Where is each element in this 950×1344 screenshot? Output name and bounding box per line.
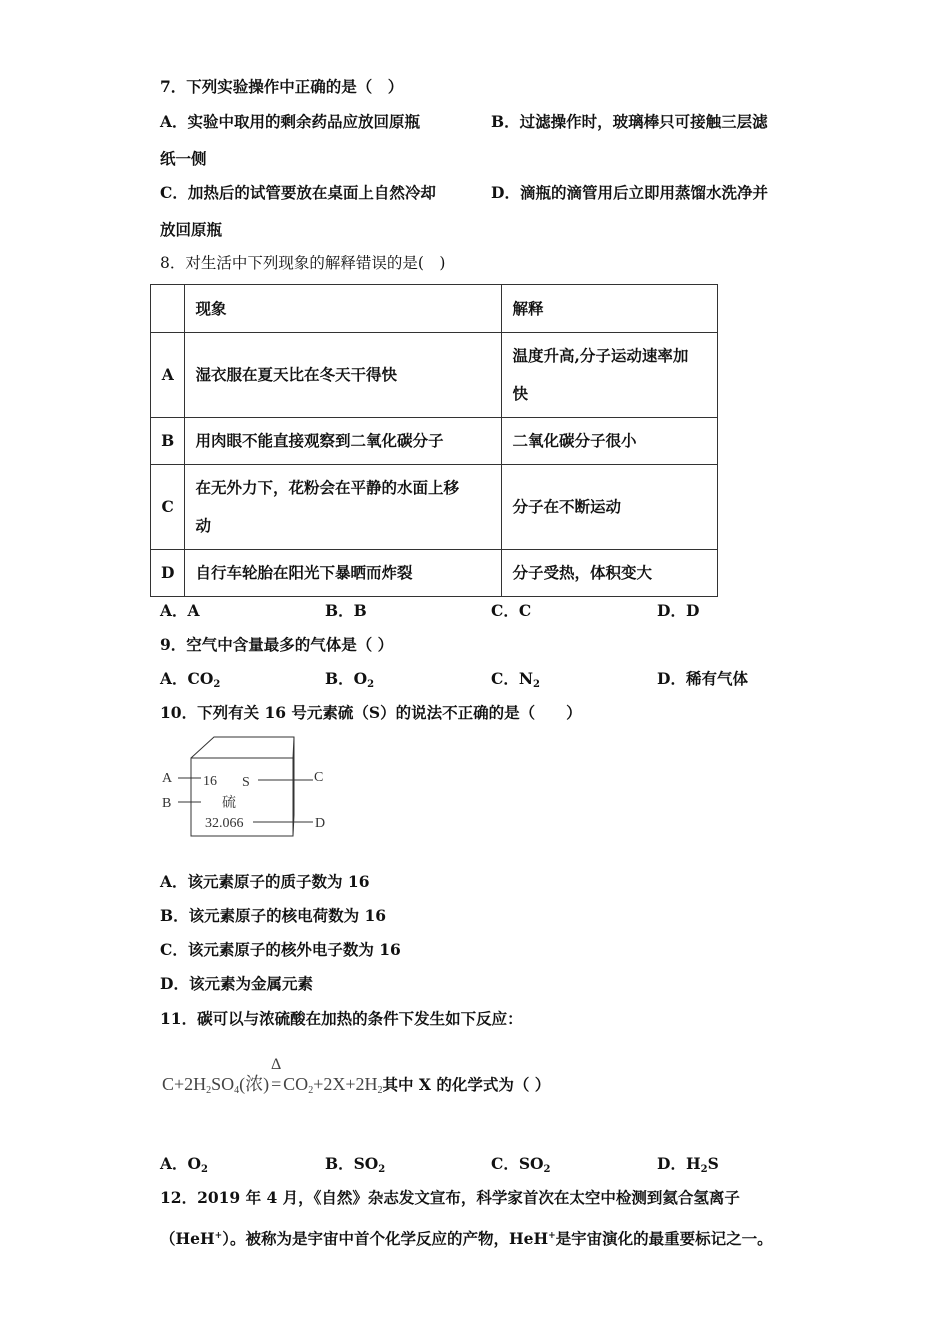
q10-option-c: C．该元素原子的核外电子数为 16 bbox=[160, 940, 401, 959]
table-key: D bbox=[151, 550, 185, 597]
q9-option-b: B．$O_2$ bbox=[325, 669, 375, 690]
table-key: C bbox=[151, 465, 185, 550]
label-d: D bbox=[315, 816, 326, 831]
table-row bbox=[151, 333, 718, 418]
q10-option-a: A．该元素原子的质子数为 16 bbox=[160, 872, 370, 891]
label-a: A bbox=[162, 771, 173, 786]
q8-option-b: B．B bbox=[325, 601, 367, 620]
table-key: B bbox=[151, 418, 185, 465]
q7-option-b-cont: 纸一侧 bbox=[160, 149, 207, 168]
table-header-explanation: 解释 bbox=[502, 285, 718, 333]
q8-option-d: D．D bbox=[657, 601, 700, 620]
q12-line2: （HeH+）。被称为是宇宙中首个化学反应的产物，HeH+是宇宙演化的最重要标记之一。 bbox=[160, 1229, 773, 1249]
table-cell: 用肉眼不能直接观察到二氧化碳分子 bbox=[185, 418, 502, 465]
table-cell: 分子在不断运动 bbox=[502, 465, 718, 550]
q11-option-a: A．$O_2$ bbox=[160, 1154, 208, 1175]
q11-stem: 11．碳可以与浓硫酸在加热的条件下发生如下反应： bbox=[160, 1009, 523, 1028]
q11-option-d: D．$H_2S$ bbox=[657, 1154, 719, 1175]
reaction-arrow: Δ = bbox=[271, 1056, 282, 1094]
table-row bbox=[151, 418, 718, 465]
label-c: C bbox=[314, 770, 324, 785]
q7-option-d-cont: 放回原瓶 bbox=[160, 220, 223, 239]
q9-option-d: D．稀有气体 bbox=[657, 669, 748, 688]
q9-stem: 9．空气中含量最多的气体是（ ） bbox=[160, 635, 394, 654]
table-cell: 二氧化碳分子很小 bbox=[502, 418, 718, 465]
table-row bbox=[151, 550, 718, 597]
q10-option-d: D．该元素为金属元素 bbox=[160, 974, 313, 993]
q8-table bbox=[150, 284, 718, 597]
table-cell bbox=[502, 333, 718, 418]
table-row bbox=[151, 465, 718, 550]
table-cell: 湿衣服在夏天比在冬天干得快 bbox=[185, 333, 502, 418]
q9-option-c: C．$N_2$ bbox=[491, 669, 540, 690]
q8-stem: 8．对生活中下列现象的解释错误的是( ) bbox=[160, 254, 446, 272]
q10-option-b: B．该元素原子的核电荷数为 16 bbox=[160, 906, 387, 925]
q7-stem: 7．下列实验操作中正确的是（ ） bbox=[160, 77, 404, 96]
table-header-phenomenon: 现象 bbox=[185, 285, 502, 333]
q11-equation: $C+2H_2SO_4$(浓) Δ = $CO_2+2X+2H_2$其中 X 的化学式为（ ） bbox=[162, 1056, 551, 1096]
element-name: 硫 bbox=[222, 795, 236, 811]
q12-line1: 12．2019 年 4 月，《自然》杂志发文宣布，科学家首次在太空中检测到氦合氢离子 bbox=[160, 1188, 740, 1207]
table-cell bbox=[185, 465, 502, 550]
atomic-number: 16 bbox=[203, 774, 217, 789]
cell-line: 动 bbox=[195, 516, 211, 535]
table-key: A bbox=[151, 333, 185, 418]
q8-option-c: C．C bbox=[491, 601, 532, 620]
q9-option-a: A．$CO_2$ bbox=[160, 669, 221, 690]
element-symbol: S bbox=[242, 775, 250, 790]
q7-option-b: B．过滤操作时，玻璃棒只可接触三层滤 bbox=[491, 112, 768, 131]
label-b: B bbox=[162, 796, 172, 811]
cell-line: 温度升高,分子运动速率加 bbox=[512, 346, 689, 365]
cell-line: 快 bbox=[512, 384, 528, 403]
table-cell bbox=[151, 285, 185, 333]
q10-stem: 10．下列有关 16 号元素硫（S）的说法不正确的是（ ） bbox=[160, 703, 582, 722]
atomic-mass: 32.066 bbox=[205, 816, 244, 831]
table-cell: 分子受热，体积变大 bbox=[502, 550, 718, 597]
q8-option-a: A．A bbox=[160, 601, 200, 620]
q11-option-c: C．$SO_2$ bbox=[491, 1154, 551, 1175]
table-row bbox=[151, 285, 718, 333]
cell-line: 在无外力下，花粉会在平静的水面上移 bbox=[195, 478, 459, 497]
q11-option-b: B．$SO_2$ bbox=[325, 1154, 386, 1175]
table-cell: 自行车轮胎在阳光下暴晒而炸裂 bbox=[185, 550, 502, 597]
q7-option-c: C．加热后的试管要放在桌面上自然冷却 bbox=[160, 183, 436, 202]
sulfur-element-cube bbox=[158, 733, 338, 843]
q7-option-d: D．滴瓶的滴管用后立即用蒸馏水洗净并 bbox=[491, 183, 768, 202]
q7-option-a: A．实验中取用的剩余药品应放回原瓶 bbox=[160, 112, 421, 131]
